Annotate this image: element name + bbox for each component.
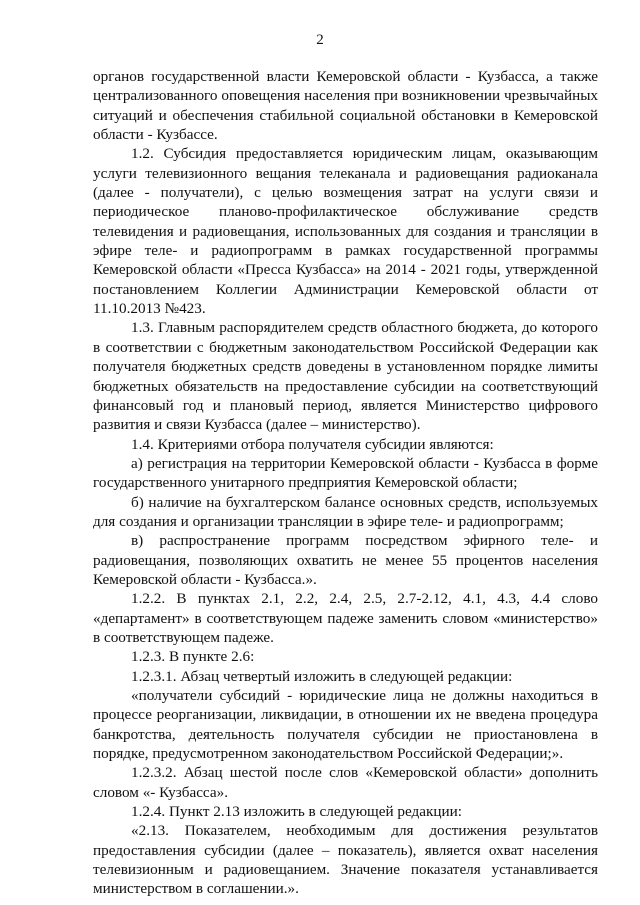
criterion-a: а) регистрация на территории Кемеровской области - Кузбасса в форме государственного унитарного предприятия Кемеровской области; — [93, 454, 598, 492]
paragraph-1-3: 1.3. Главным распорядителем средств областного бюджета, до которого в соответствии с бюджетным законодательством Российской Федерации как получателя бюджетных средств доведены в установленном порядке лимиты бюджетных обязательств на предоставление субсидии на соответствующий финансовый год и плановый период, является Министерство цифрового развития и связи Кузбасса (далее – министерство). — [93, 319, 598, 434]
document-body — [93, 67, 598, 899]
paragraph-1-2-3-2: 1.2.3.2. Абзац шестой после слов «Кемеровской области» дополнить словом «- Кузбасса». — [93, 764, 598, 801]
paragraph-1-2-3: 1.2.3. В пункте 2.6: — [131, 648, 255, 666]
page-number: 2 — [316, 32, 324, 48]
criterion-c: в) распространение программ посредством эфирного теле- и радиовещания, позволяющих охватить не менее 55 процентов населения Кемеровской области - Кузбасса.». — [93, 532, 598, 588]
quoted-paragraph-recipients: «получатели субсидий - юридические лица не должны находиться в процессе реорганизации, ликвидации, в отношении их не введена процедура банкротства, деятельность получателя субсидии не приостановлена в порядке, предусмотренном законодательством Российской Федерации;». — [93, 687, 598, 763]
paragraph-1-4: 1.4. Критериями отбора получателя субсидии являются: — [131, 435, 494, 453]
paragraph-1-2-3-1: 1.2.3.1. Абзац четвертый изложить в следующей редакции: — [131, 667, 513, 685]
paragraph-1-2-4: 1.2.4. Пункт 2.13 изложить в следующей редакции: — [131, 803, 462, 821]
paragraph-1-2: 1.2. Субсидия предоставляется юридическим лицам, оказывающим услуги телевизионного вещания телеканала и радиовещания радиоканала (далее - получатели), с целью возмещения затрат на услуги связи и периодическое планово-профилактическое обслуживание средств телевидения и радиовещания, использованных для создания и трансляции в эфире теле- и радиопрограмм в рамках государственной программы Кемеровской области «Пресса Кузбасса» на 2014 - 2021 годы, утвержденной постановлением Коллегии Администрации Кемеровской области от 11.10.2013 №423. — [93, 145, 598, 318]
criterion-b: б) наличие на бухгалтерском балансе основных средств, используемых для создания и организации трансляции в эфире теле- и радиопрограмм; — [93, 493, 598, 530]
quoted-paragraph-2-13: «2.13. Показателем, необходимым для достижения результатов предоставления субсидии (далее – показатель), является охват населения телевизионным и радиовещанием. Значение показателя устанавливается министерством в соглашении.». — [93, 822, 598, 898]
paragraph-continuation: органов государственной власти Кемеровской области - Кузбасса, а также централизованного оповещения населения при возникновении чрезвычайных ситуаций и обеспечения стабильной социальной обстановки в Кемеровской области - Кузбассе. — [93, 68, 598, 144]
paragraph-1-2-2: 1.2.2. В пунктах 2.1, 2.2, 2.4, 2.5, 2.7-2.12, 4.1, 4.3, 4.4 слово «департамент» в соответствующем падеже заменить словом «министерство» в соответствующем падеже. — [93, 590, 598, 646]
